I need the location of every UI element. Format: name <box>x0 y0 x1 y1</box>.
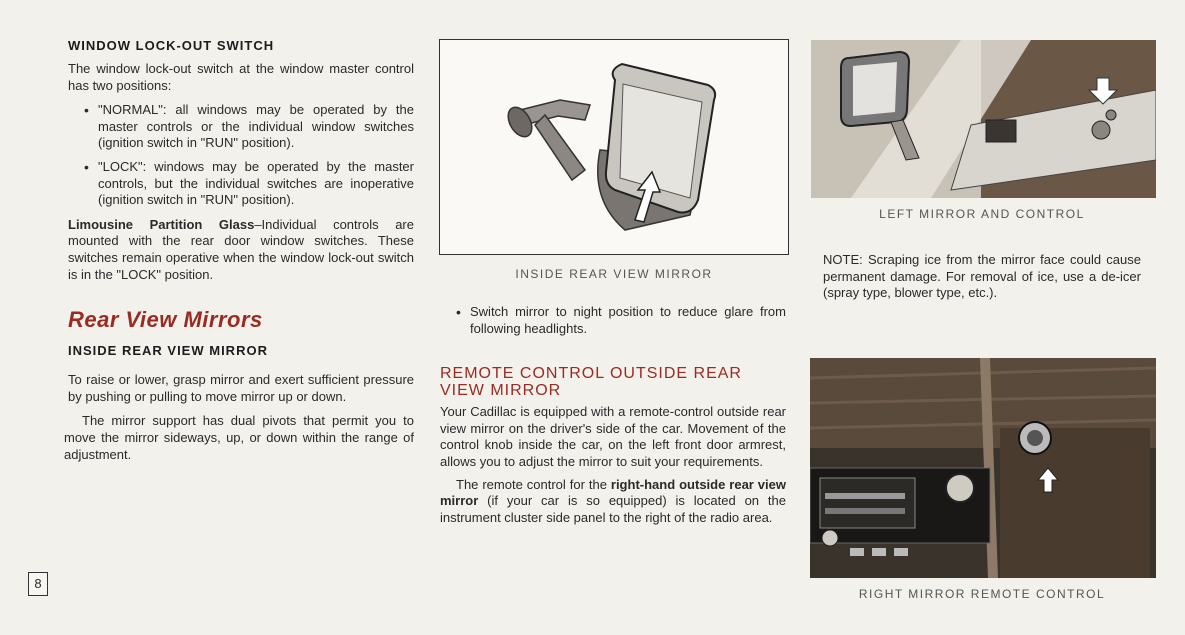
window-lockout-intro: The window lock-out switch at the window master control has two positions: <box>68 61 414 93</box>
left-mirror-note: NOTE: Scraping ice from the mirror face could cause permanent damage. For removal of ice, use a de-icer (spray type, blower type, etc.). <box>823 252 1141 301</box>
list-item: • "LOCK": windows may be operated by the master controls, but the individual switches are inoperative (ignition switch in "RUN" position). <box>98 159 414 209</box>
limousine-paragraph <box>68 217 414 283</box>
inside-mirror-title: INSIDE REAR VIEW MIRROR <box>68 343 268 359</box>
left-column <box>64 38 414 463</box>
middle-column <box>440 304 786 526</box>
right-mirror-illustration <box>810 358 1156 578</box>
list-item: • Switch mirror to night position to reduce glare from following headlights. <box>470 304 786 337</box>
limousine-lead: Limousine Partition Glass <box>68 216 255 232</box>
inside-mirror-image <box>439 39 789 255</box>
right-mirror-image <box>810 358 1156 578</box>
window-lockout-title: WINDOW LOCK-OUT SWITCH <box>68 38 275 53</box>
inside-mirror-para2: The mirror support has dual pivots that permit you to move the mirror sideways, up, or down within the range of adjustment. <box>64 413 414 462</box>
inside-mirror-para1: To raise or lower, grasp mirror and exert sufficient pressure by pushing or pulling to move mirror up or down. <box>68 372 414 404</box>
list-item: • "NORMAL": all windows may be operated by the master controls or the individual window switches (ignition switch in "RUN" position). <box>98 102 414 152</box>
mirror-illustration <box>440 40 788 254</box>
left-mirror-image <box>811 40 1156 198</box>
night-position-bullets <box>440 304 786 337</box>
remote-control-title: REMOTE CONTROL OUTSIDE REAR VIEW MIRROR <box>440 365 742 400</box>
left-mirror-caption: LEFT MIRROR AND CONTROL <box>879 207 1085 221</box>
page-number: 8 <box>28 572 48 596</box>
left-mirror-illustration <box>811 40 1156 198</box>
remote-control-para2: The remote control for the right-hand outside rear view mirror (if your car is so equipped) is located on the instrument cluster side panel to the right of the radio area. <box>440 476 786 525</box>
inside-mirror-caption: INSIDE REAR VIEW MIRROR <box>515 267 713 281</box>
window-lockout-bullets <box>68 102 414 209</box>
limousine-text: –Individual controls are mounted with the rear door window switches. These switches remain operative when the window lock-out switch is in the "LOCK" position. <box>68 216 414 282</box>
section-title: Rear View Mirrors <box>68 307 263 333</box>
remote-control-para1: Your Cadillac is equipped with a remote-control outside rear view mirror on the driver's side of the car. Movement of the control knob inside the car, on the left front door armrest, allows you to adjust the mirror to suit your requirements. <box>440 404 786 469</box>
right-mirror-caption: RIGHT MIRROR REMOTE CONTROL <box>858 587 1106 601</box>
